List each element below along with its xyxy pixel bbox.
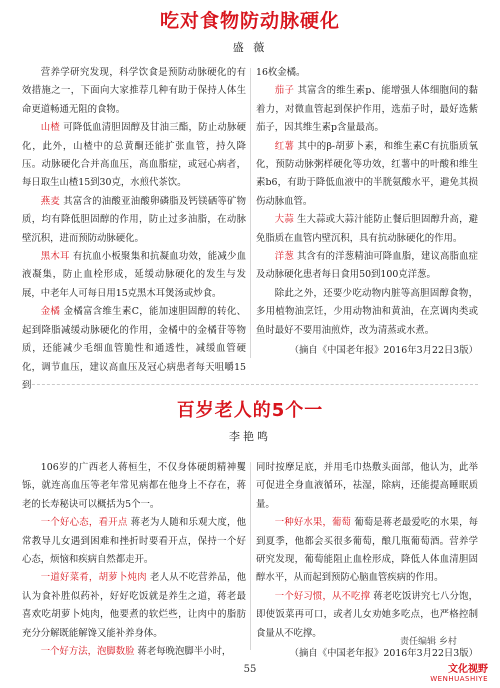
paragraph-text: 老人从不吃营养品，他认为食补胜似药补，好好吃饭就是养生之道，蒋老最喜欢吃胡萝卜炖肉，他要煮的软烂些，让肉中的脂肪充分分解既能解馋又能补养身体。 xyxy=(22,572,246,639)
paragraph-term: 一个好心态，看开点 xyxy=(40,517,128,529)
article-separator xyxy=(22,384,478,385)
source-citation: （摘自《中国老年报》2016年3月22日3版） xyxy=(289,648,478,660)
paragraph-text: 蒋老为人随和乐观大度，他常教导儿女遇到困难和挫折时要看开点，保持一个好心态，烦恼和疾病自然都走开。 xyxy=(22,517,246,566)
paragraph xyxy=(256,514,478,588)
paragraph xyxy=(22,64,246,119)
magazine-brand xyxy=(430,660,488,683)
paragraph-term: 山楂 xyxy=(40,122,61,134)
paragraph-text: 可降低血清胆固醇及甘油三酯，防止动脉硬化，此外，山楂中的总黄酮还能扩张血管，持久降压。动脉硬化合并高血压，高血脂症，或冠心病者，每日取生山楂15到30克，水煎代茶饮。 xyxy=(22,122,246,189)
paragraph-text: 蒋老吃饭讲究七八分饱，即使饭菜再可口，或者儿女劝她多吃点，也严格控制食量从不吃撑。 xyxy=(256,590,478,639)
column-divider xyxy=(250,68,251,358)
paragraph-text: 葡萄是蒋老最爱吃的水果，每到夏季，他都会买很多葡萄，酿几瓶葡萄酒。营养学研究发现，葡萄能阻止血栓形成，降低人体血清胆固醇水平，从而起到预防心脑血管疾病的作用。 xyxy=(256,517,478,584)
paragraph xyxy=(22,514,246,569)
paragraph-term: 燕麦 xyxy=(40,195,61,207)
paragraph-term: 黑木耳 xyxy=(40,251,70,263)
page-number: 55 xyxy=(243,664,257,675)
article1-title: 吃对食物防动脉硬化 xyxy=(159,10,340,32)
paragraph-text: 其中的β-胡萝卜素，和维生素C有抗脂质氧化，预防动脉粥样硬化等功效，红薯中的叶酸和维生素b6，有助于降低血液中的半胱氨酸水平，避免其损伤动脉血管。 xyxy=(256,140,478,207)
brand-name: 文化视野 xyxy=(448,664,488,675)
paragraph xyxy=(22,248,246,303)
paragraph-term: 大蒜 xyxy=(274,214,294,226)
article2-left-column xyxy=(22,459,246,661)
paragraph xyxy=(256,285,478,340)
column-divider xyxy=(250,462,251,650)
article2-author: 李艳鸣 xyxy=(229,430,271,443)
brand-pinyin: WENHUASHIYE xyxy=(430,675,488,683)
paragraph-term: 金橘 xyxy=(40,306,61,318)
paragraph-term: 一种好水果，葡萄 xyxy=(274,517,352,529)
paragraph-text: 同时按摩足底，并用毛巾热敷头面部，他认为，此举可促进全身血液循环，祛湿，除病，还能提高睡眠质量。 xyxy=(256,462,478,510)
paragraph-text: 其富含的油酸亚油酸卵磷脂及钙镁硒等矿物质，均有降低胆固醇的作用，防止过多油脂，在动脉壁沉积，进而预防动脉硬化。 xyxy=(22,195,246,244)
paragraph xyxy=(256,211,478,248)
paragraph-text: 其含有的洋葱精油可降血脂，建议高脂血症及动脉硬化患者每日食用50到100克洋葱。 xyxy=(256,251,478,281)
article1-right-column xyxy=(256,64,478,361)
paragraph xyxy=(256,82,478,137)
paragraph-term: 一个好方法，泡脚数脸 xyxy=(40,646,135,658)
paragraph xyxy=(256,64,478,82)
paragraph xyxy=(22,569,246,643)
paragraph-term: 洋葱 xyxy=(274,251,294,263)
source-citation: （摘自《中国老年报》2016年3月22日3版） xyxy=(289,345,478,357)
paragraph-text: 营养学研究发现，科学饮食是预防动脉硬化的有效措施之一，下面向大家推荐几种有助于保持人体生命更道畅通无阻的食物。 xyxy=(22,67,246,115)
paragraph xyxy=(22,459,246,514)
paragraph xyxy=(22,303,246,395)
paragraph-text: 生大蒜或大蒜汁能防止餐后胆固醇升高，避免脂质在血管内壁沉积，具有抗动脉硬化的作用。 xyxy=(256,214,478,244)
article1-author: 盛 薇 xyxy=(232,41,268,54)
paragraph xyxy=(256,248,478,285)
paragraph-text: 16枚金橘。 xyxy=(256,67,306,78)
paragraph xyxy=(22,643,246,661)
paragraph-term: 茄子 xyxy=(274,85,295,97)
paragraph xyxy=(256,138,478,212)
paragraph-text: 金橘富含维生素C，能加速胆固醇的转化、起到降脂减缓动脉硬化的作用，金橘中的金橘苷等物质，还能减少毛细血管脆性和通透性，减缓血管硬化，调节血压，建议高血压及冠心病患者每天咀嚼15到 xyxy=(22,306,246,391)
paragraph-text: 除此之外，还要少吃动物内脏等高胆固醇食物，多用植物油烹饪，少用动物油和黄油，在烹调肉类或鱼时最好不要用油煎炸，改为清蒸或水煮。 xyxy=(256,287,478,336)
article2-right-column xyxy=(256,459,478,663)
paragraph xyxy=(22,119,246,193)
paragraph-text: 蒋老每晚泡脚半小时， xyxy=(137,646,232,658)
article2-title: 百岁老人的5个一 xyxy=(176,400,324,421)
responsible-editor: 责任编辑 乡村 xyxy=(400,637,457,647)
paragraph xyxy=(256,459,478,514)
paragraph-text: 106岁的广西老人蒋桓生，不仅身体硬朗精神矍铄，就连高血压等老年常见病都在他身上不存在，蒋老的长寿秘诀可以概括为5个一。 xyxy=(22,462,246,510)
paragraph-term: 一个好习惯，从不吃撑 xyxy=(274,590,371,602)
paragraph-term: 红薯 xyxy=(274,140,295,152)
article1-left-column xyxy=(22,64,246,395)
paragraph-text: 有抗血小板聚集和抗凝血功效，能减少血液凝集，防止血栓形成，延缓动脉硬化的发生与发展，中老年人可每日用15克黑木耳煲汤或炒食。 xyxy=(22,251,246,299)
paragraph xyxy=(22,193,246,248)
paragraph-term: 一道好菜肴，胡萝卜炖肉 xyxy=(40,572,147,584)
paragraph-text: 其富含的维生素p、能增强人体细胞间的黏着力，对微血管起到保护作用，选茄子时，最好选紫茄子，因其维生素p含量最高。 xyxy=(256,85,478,134)
